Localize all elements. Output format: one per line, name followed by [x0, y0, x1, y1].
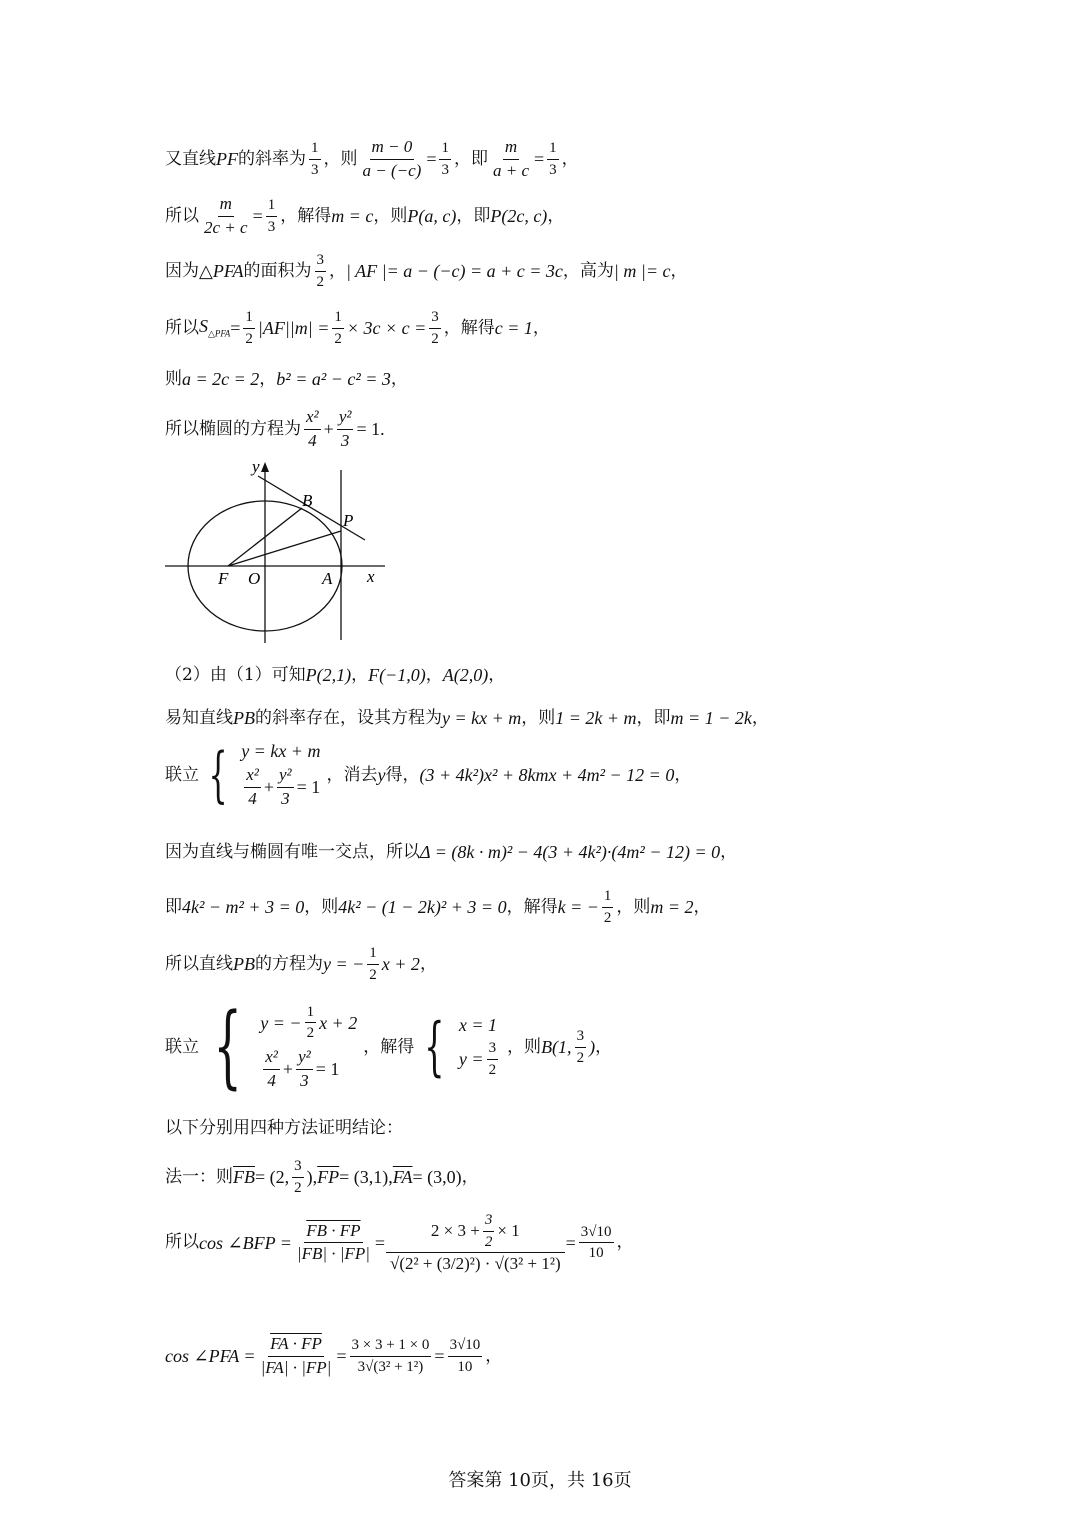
math-expr: = 1: [315, 1059, 340, 1079]
equation-system: [241, 742, 320, 808]
denominator: 2: [316, 273, 325, 290]
vector-FB: $\overline{FB}$: [233, 1167, 255, 1187]
solution-y: [459, 1040, 501, 1078]
text: ，: [561, 148, 579, 169]
math-expr: = (3,1),: [339, 1167, 393, 1187]
equals: =: [230, 318, 241, 338]
math-expr: B(1,: [541, 1037, 572, 1057]
denominator: 3: [300, 1070, 309, 1090]
text: ，: [419, 953, 437, 974]
text: ，: [329, 260, 347, 281]
math-expr: P(a, c): [407, 206, 457, 227]
fraction: [332, 309, 344, 347]
denominator: 2: [603, 909, 612, 926]
denominator: 10: [457, 1358, 473, 1375]
text: 因为直线与椭圆有唯一交点，所以: [165, 841, 420, 862]
solution-line-12: [165, 945, 437, 983]
math-expr: k = −: [557, 897, 599, 917]
math-expr: Δ = (8k · m)² − 4(3 + 4k²)·(4m² − 12) = 0: [420, 842, 721, 862]
system-eq-1: [260, 1004, 357, 1042]
text: 联立: [165, 764, 199, 785]
fraction: [439, 140, 451, 178]
text: 的斜率为: [238, 148, 306, 169]
denominator: 2: [369, 966, 377, 983]
math-var: PF: [216, 149, 238, 170]
numerator: 1: [266, 197, 278, 217]
math-expr: m = c: [331, 206, 374, 227]
numerator: m − 0: [370, 138, 415, 160]
text: 的方程为: [255, 953, 323, 974]
math-expr: P(2c, c): [490, 206, 548, 227]
numerator: 3: [575, 1028, 587, 1048]
fraction: [602, 888, 614, 926]
math-expr: (3 + 4k²)x² + 8kmx + 4m² − 12 = 0: [419, 765, 675, 786]
fraction: [388, 1212, 563, 1274]
text: ，则: [616, 896, 651, 917]
fraction: [367, 945, 379, 983]
math-expr: ): [589, 1037, 596, 1057]
numerator: m: [503, 138, 519, 160]
text: 所以: [165, 205, 199, 226]
math-expr: ),: [306, 1167, 318, 1187]
fraction: [315, 252, 327, 290]
numerator: 3: [487, 1040, 499, 1060]
text: ，解得: [363, 1036, 415, 1057]
denominator: 2: [484, 1233, 493, 1250]
math-expr: = 1.: [356, 419, 385, 440]
equation-system: [260, 1004, 357, 1090]
math-expr: PB: [233, 708, 255, 728]
numerator: 1: [439, 140, 451, 160]
text: 的斜率存在，设其方程为: [255, 707, 442, 728]
text: 即: [165, 896, 182, 917]
text: 易知直线: [165, 707, 233, 728]
denominator: 3: [267, 218, 276, 235]
math-expr: | m |= c: [613, 261, 671, 281]
denominator: 2: [294, 1179, 302, 1196]
text: ，即: [456, 205, 491, 226]
math-expr: y = −: [260, 1012, 302, 1033]
math-expr: y =: [458, 1049, 484, 1069]
plus: +: [282, 1059, 294, 1079]
text: 所以: [165, 317, 199, 338]
math-expr: |AF||m| =: [257, 318, 330, 338]
text: ，: [485, 1345, 503, 1366]
numerator: FA · FP: [268, 1335, 324, 1357]
fraction: [266, 197, 278, 235]
solution-line-17: [165, 1335, 502, 1377]
fraction: [483, 1212, 495, 1250]
numerator: x²: [263, 1048, 280, 1070]
numerator: FB · FP: [304, 1222, 362, 1244]
text: ，: [532, 317, 550, 338]
brace-glyph: {: [213, 994, 242, 1099]
math-expr: 4k² − (1 − 2k)² + 3 = 0: [338, 897, 507, 917]
numerator: y²: [296, 1048, 313, 1070]
denominator: 10: [588, 1245, 604, 1262]
text: 则: [165, 368, 182, 389]
vector-FA: $\overline{FA}$: [392, 1167, 413, 1187]
solution-system: [459, 1016, 501, 1078]
numerator: 1: [305, 1004, 317, 1024]
numerator: 1: [243, 309, 255, 329]
math-expr: y = kx + m: [442, 708, 522, 728]
math-expr: x + 2: [381, 954, 420, 974]
denominator: 4: [267, 1070, 276, 1090]
solution-line-7: [165, 666, 505, 684]
equals: =: [434, 1346, 445, 1367]
text: ，: [670, 260, 688, 281]
fraction: [448, 1337, 483, 1375]
text: 又直线: [165, 148, 216, 169]
solution-brace: [414, 1010, 455, 1084]
fraction: [202, 195, 250, 237]
numerator: 1: [602, 888, 614, 908]
point-P-label: P: [343, 511, 354, 530]
solution-line-10: [165, 843, 737, 861]
numerator: 1: [367, 945, 379, 965]
math-expr: × 3c × c =: [346, 318, 427, 338]
denominator: a + c: [492, 160, 529, 180]
text: ，解得: [443, 317, 495, 338]
fraction: [547, 140, 559, 178]
text: ，: [595, 1036, 613, 1057]
fraction: [361, 138, 424, 180]
solution-line-14: [165, 1120, 403, 1137]
solution-line-16: [165, 1212, 634, 1274]
fraction: [296, 1048, 313, 1090]
numerator: 3: [315, 252, 327, 272]
solution-line-13: [165, 994, 613, 1099]
numerator: 3: [292, 1158, 304, 1178]
numerator: 3 × 3 + 1 × 0: [350, 1337, 432, 1357]
text: ，: [720, 841, 738, 862]
math-expr: 2 × 3 +: [430, 1220, 480, 1240]
math-expr: cos ∠BFP =: [199, 1232, 292, 1253]
math-expr: PB: [233, 954, 255, 974]
fraction: [277, 766, 294, 808]
text: 得，: [385, 764, 420, 785]
numerator: y²: [277, 766, 294, 788]
area-symbol: [199, 317, 230, 339]
equals: =: [426, 149, 437, 170]
plus: +: [323, 419, 334, 440]
text: ，解得: [506, 896, 558, 917]
solution-line-1: [165, 138, 579, 180]
area-subscript: △PFA: [208, 328, 231, 339]
math-expr: x + 2: [319, 1012, 358, 1033]
fraction: [292, 1158, 304, 1196]
plus: +: [263, 777, 274, 798]
fraction: [309, 140, 321, 178]
denominator: |FB| · |FP|: [296, 1244, 370, 1264]
text: ，: [461, 1166, 479, 1187]
numerator: m: [218, 195, 234, 217]
system-brace: [199, 740, 237, 811]
solution-line-9: [165, 740, 692, 811]
denominator: 2: [576, 1049, 585, 1066]
system-brace: [199, 994, 256, 1099]
denominator: 3: [340, 430, 350, 450]
text: ，即: [636, 707, 671, 728]
math-expr: cos ∠PFA =: [165, 1346, 256, 1367]
system-eq-2: [241, 766, 320, 808]
numerator: 3: [483, 1212, 495, 1232]
text: ，则: [323, 148, 358, 169]
denominator: 2: [488, 1061, 497, 1078]
denominator: 3: [441, 161, 449, 178]
system-eq-1: y = kx + m: [241, 741, 321, 761]
fraction: [350, 1337, 432, 1375]
denominator: 4: [248, 788, 257, 808]
text: 的面积为: [243, 260, 312, 281]
math-expr: m = 2: [650, 897, 694, 917]
math-expr: = (3,0): [412, 1167, 462, 1187]
math-expr: F(−1,0): [368, 665, 426, 685]
denominator: 3√(3² + 1²): [357, 1358, 424, 1375]
numerator: y²: [337, 408, 354, 430]
text: ，即: [453, 148, 488, 169]
math-expr: × 1: [497, 1220, 520, 1240]
math-expr: a = 2c = 2: [182, 369, 260, 389]
math-expr: 4k² − m² + 3 = 0: [182, 897, 305, 917]
numerator: 1: [332, 309, 344, 329]
text: ，: [674, 764, 692, 785]
equals: =: [534, 149, 545, 170]
text: ，则: [521, 707, 556, 728]
numerator: 3√10: [579, 1224, 614, 1244]
math-expr: m = 1 − 2k: [670, 708, 752, 728]
brace-glyph: {: [208, 740, 228, 811]
fraction: [487, 1040, 499, 1078]
fraction: [491, 138, 531, 180]
x-label: x: [367, 567, 375, 586]
solution-line-6: [165, 408, 385, 450]
numerator: x²: [244, 766, 261, 788]
denominator: 2: [431, 330, 439, 347]
numerator: 1: [309, 140, 321, 160]
system-eq-2: [260, 1048, 357, 1090]
fraction: [579, 1224, 614, 1262]
brace-glyph: {: [424, 1010, 445, 1084]
fraction: [244, 766, 261, 808]
text: ，高为: [562, 260, 614, 281]
fraction: [263, 1048, 280, 1090]
math-expr: A(2,0): [442, 665, 489, 685]
denominator: 2c + c: [204, 217, 248, 237]
point-F-label: F: [218, 569, 229, 588]
numerator: 3: [429, 309, 441, 329]
denominator: 2: [334, 330, 342, 347]
math-expr: b² = a² − c² = 3: [276, 369, 391, 389]
text: 联立: [165, 1036, 199, 1057]
solution-x: x = 1: [458, 1015, 498, 1035]
denominator: √(2² + (3/2)²) · √(3² + 1²): [390, 1254, 561, 1273]
y-axis-arrow: [261, 462, 269, 472]
equals: =: [252, 206, 263, 227]
fraction: [304, 408, 321, 450]
text: ，: [751, 707, 769, 728]
page-footer: 答案第 10页，共 16页: [448, 1470, 632, 1491]
text: ，解得: [280, 205, 332, 226]
text: ，: [547, 205, 565, 226]
numerator: [386, 1212, 565, 1253]
solution-line-4: [165, 309, 550, 347]
solution-line-2: [165, 195, 564, 237]
text: ，: [488, 664, 506, 685]
equals: =: [565, 1232, 576, 1253]
point-B-label: B: [302, 491, 313, 510]
denominator: 3: [311, 161, 319, 178]
segment-FP: [228, 531, 341, 566]
math-expr: c = 1: [494, 318, 533, 338]
text: ，: [259, 368, 277, 389]
denominator: 3: [281, 788, 290, 808]
math-expr: P(2,1): [305, 665, 352, 685]
solution-line-11: [165, 888, 711, 926]
solution-line-3: [165, 252, 687, 290]
fraction: [575, 1028, 587, 1066]
area-S: S: [199, 316, 208, 337]
ellipse-figure: [160, 458, 400, 652]
fraction: [305, 1004, 317, 1042]
text: 所以椭圆的方程为: [165, 418, 301, 439]
text: ，: [425, 664, 443, 685]
fraction: [429, 309, 441, 347]
text: 以下分别用四种方法证明结论：: [165, 1118, 403, 1138]
text: ，: [390, 368, 408, 389]
numerator: 3√10: [448, 1337, 483, 1357]
math-expr: 1 = 2k + m: [555, 708, 637, 728]
text: ，: [351, 664, 369, 685]
solution-line-8: [165, 709, 769, 727]
fraction: [259, 1335, 334, 1377]
point-O-label: O: [248, 569, 261, 588]
text: 所以直线: [165, 953, 233, 974]
text: 因为: [165, 260, 199, 281]
text: 法一：则: [165, 1166, 233, 1187]
math-expr: = 1: [296, 777, 321, 798]
denominator: |FA| · |FP|: [260, 1357, 332, 1377]
fraction: [243, 309, 255, 347]
denominator: 3: [549, 161, 557, 178]
text: ，: [616, 1232, 634, 1253]
math-expr: | AF |= a − (−c) = a + c = 3c: [346, 261, 563, 281]
denominator: 2: [306, 1025, 315, 1042]
text: ，则: [507, 1036, 542, 1057]
fraction: [295, 1222, 372, 1264]
text: ，消去: [326, 764, 378, 785]
numerator: x²: [304, 408, 321, 430]
equals: =: [374, 1232, 386, 1253]
math-expr: = (2,: [255, 1167, 290, 1187]
text: ，则: [373, 205, 408, 226]
point-A-label: A: [322, 569, 333, 588]
text: ，: [693, 896, 711, 917]
denominator: 2: [245, 330, 253, 347]
math-var: y: [377, 765, 386, 786]
math-expr: y = −: [323, 954, 365, 974]
equals: =: [336, 1346, 347, 1367]
text: （2）由（1）可知: [165, 664, 306, 685]
vector-FP: $\overline{FP}$: [317, 1167, 340, 1187]
ellipse-diagram: [160, 458, 400, 648]
math-expr: △PFA: [199, 261, 244, 281]
numerator: 1: [547, 140, 559, 160]
text: 所以: [165, 1232, 199, 1253]
text: ，则: [304, 896, 339, 917]
denominator: 4: [308, 430, 317, 450]
solution-line-15: [165, 1158, 479, 1196]
solution-line-5: [165, 370, 408, 388]
denominator: a − (−c): [362, 160, 422, 180]
y-label: y: [252, 458, 260, 476]
fraction: [337, 408, 354, 450]
